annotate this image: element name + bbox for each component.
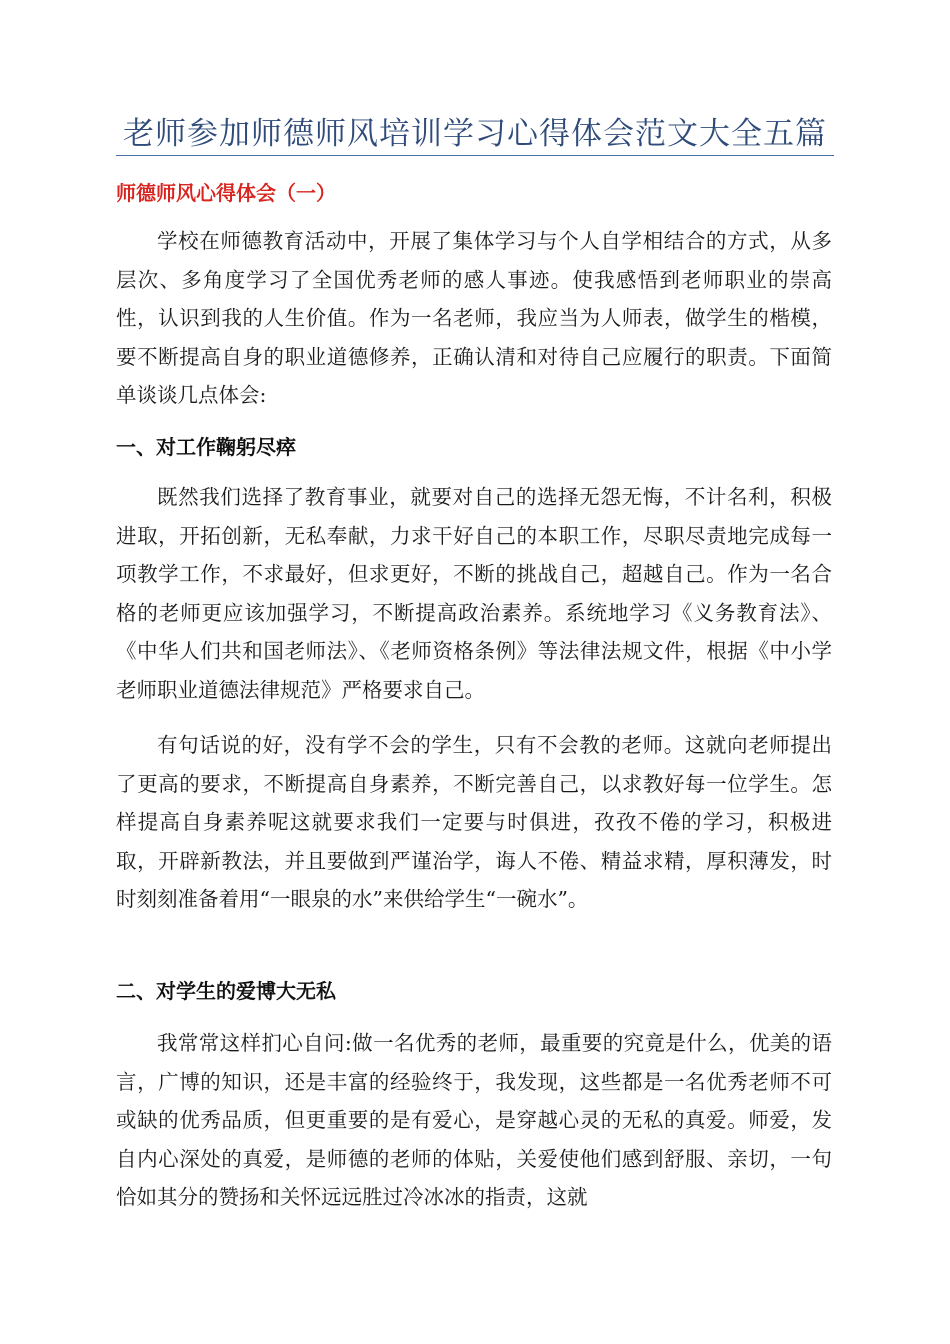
point2-paragraph-1: 我常常这样扪心自问:做一名优秀的老师，最重要的究竟是什么，优美的语言，广博的知识，还是丰富的经验终于，我发现，这些都是一名优秀老师不可或缺的优秀品质，但更重要的是有爱心，是穿越心灵的无私的真爱。师爱，发自内心深处的真爱，是师德的老师的体贴，关爱使他们感到舒服、亲切，一句恰如其分的赞扬和关怀远远胜过冷冰冰的指责，这就 [116,1031,832,1210]
document-title: 老师参加师德师风培训学习心得体会范文大全五篇 [123,116,827,152]
point1-paragraph-1: 既然我们选择了教育事业，就要对自己的选择无怨无悔，不计名利，积极进取，开拓创新，无私奉献，力求干好自己的本职工作，尽职尽责地完成每一项教学工作，不求最好，但求更好，不断的挑战自己，超越自己。作为一名合格的老师更应该加强学习，不断提高政治素养。系统地学习《义务教育法》、《中华人们共和国老师法》、《老师资格条例》等法律法规文件，根据《中小学老师职业道德法律规范》严格要求自己。 [116,485,832,702]
intro-paragraph: 学校在师德教育活动中，开展了集体学习与个人自学相结合的方式，从多层次、多角度学习了全国优秀老师的感人事迹。使我感悟到老师职业的崇高性，认识到我的人生价值。作为一名老师，我应当为人师表，做学生的楷模，要不断提高自身的职业道德修养，正确认清和对待自己应履行的职责。下面简单谈谈几点体会: [116,229,832,408]
title-underline [116,155,834,156]
point1-heading: 一、对工作鞠躬尽瘁 [116,435,296,459]
section-heading: 师德师风心得体会（一） [116,181,336,205]
point1-paragraph-2: 有句话说的好，没有学不会的学生，只有不会教的老师。这就向老师提出了更高的要求，不断提高自身素养，不断完善自己，以求教好每一位学生。怎样提高自身素养呢这就要求我们一定要与时俱进，孜孜不倦的学习，积极进取，开辟新教法，并且要做到严谨治学，诲人不倦、精益求精，厚积薄发，时时刻刻准备着用“一眼泉的水”来供给学生“一碗水”。 [116,733,832,912]
point2-heading: 二、对学生的爱博大无私 [116,979,336,1003]
